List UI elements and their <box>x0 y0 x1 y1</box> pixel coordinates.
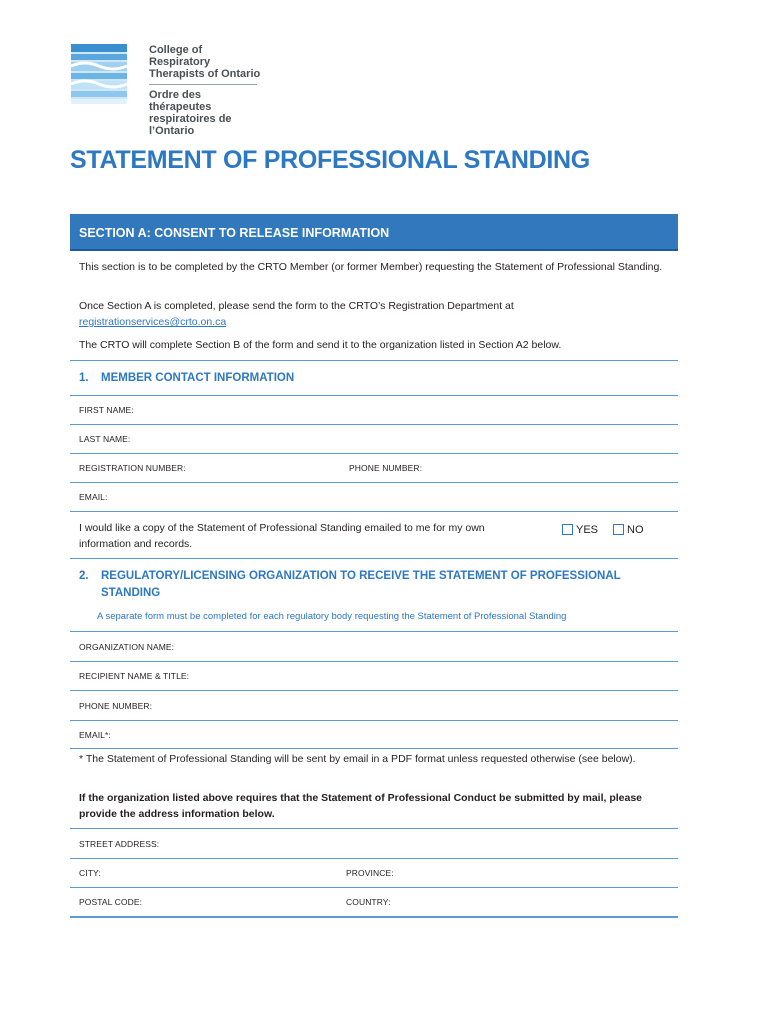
registration-number-field[interactable]: REGISTRATION NUMBER: <box>79 463 186 473</box>
mail-instructions: If the organization listed above requires that the Statement of Professional Conduct be submitted by mail, please provide the address information below. <box>79 792 643 820</box>
section-a-header: SECTION A: CONSENT TO RELEASE INFORMATION <box>70 214 678 251</box>
divider <box>70 558 678 559</box>
postal-code-field[interactable]: POSTAL CODE: <box>79 897 143 907</box>
org-email-field[interactable]: EMAIL*: <box>79 730 111 740</box>
no-label: NO <box>627 524 644 536</box>
yes-checkbox[interactable] <box>562 524 573 535</box>
divider <box>70 748 678 749</box>
country-field[interactable]: COUNTRY: <box>346 897 391 907</box>
part-1-title: MEMBER CONTACT INFORMATION <box>101 372 295 384</box>
copy-question: I would like a copy of the Statement of Professional Standing emailed to me for my own information and records. <box>79 522 485 550</box>
section-a-intro-2-text: Once Section A is completed, please send the form to the CRTO’s Registration Department at <box>79 300 514 312</box>
part-2-number: 2. <box>79 570 89 582</box>
last-name-field[interactable]: LAST NAME: <box>79 434 131 444</box>
logo-name-fr: Ordre des thérapeutes respiratoires de l’Ontario <box>149 89 232 137</box>
separate-form-note: A separate form must be completed for each regulatory body requesting the Statement of Professional Standing <box>97 611 567 622</box>
divider <box>70 360 678 361</box>
logo-divider <box>149 84 257 85</box>
divider <box>70 661 678 662</box>
first-name-field[interactable]: FIRST NAME: <box>79 405 134 415</box>
divider <box>70 453 678 454</box>
divider <box>70 424 678 425</box>
yes-option[interactable] <box>562 524 598 536</box>
logo-text <box>149 44 264 137</box>
logo-waves-icon <box>71 44 127 104</box>
city-field[interactable]: CITY: <box>79 868 101 878</box>
divider <box>70 887 678 888</box>
street-address-field[interactable]: STREET ADDRESS: <box>79 839 160 849</box>
yes-label: YES <box>576 524 599 536</box>
org-phone-field[interactable]: PHONE NUMBER: <box>79 701 153 711</box>
divider <box>70 858 678 859</box>
section-a-intro-2 <box>79 298 675 330</box>
divider <box>70 720 678 721</box>
crto-logo <box>71 44 271 137</box>
divider <box>70 690 678 691</box>
phone-number-field[interactable]: PHONE NUMBER: <box>349 463 423 473</box>
divider <box>70 828 678 829</box>
divider <box>70 482 678 483</box>
page-title: STATEMENT OF PROFESSIONAL STANDING <box>70 146 590 174</box>
organization-name-field[interactable]: ORGANIZATION NAME: <box>79 642 175 652</box>
divider <box>70 395 678 396</box>
no-checkbox[interactable] <box>613 524 624 535</box>
no-option[interactable] <box>613 524 644 536</box>
part-2-title: REGULATORY/LICENSING ORGANIZATION TO RECEIVE THE STATEMENT OF PROFESSIONAL STANDING <box>101 570 621 599</box>
part-2-heading <box>79 568 639 602</box>
divider <box>70 916 678 918</box>
email-field[interactable]: EMAIL: <box>79 492 108 502</box>
section-a-intro-1: This section is to be completed by the CRTO Member (or former Member) requesting the Statement of Professional Standing. <box>79 261 663 273</box>
divider <box>70 631 678 632</box>
logo-name-en: College of Respiratory Therapists of Ontario <box>149 44 261 80</box>
province-field[interactable]: PROVINCE: <box>346 868 394 878</box>
recipient-name-field[interactable]: RECIPIENT NAME & TITLE: <box>79 671 190 681</box>
pdf-format-note: * The Statement of Professional Standing will be sent by email in a PDF format unless requested otherwise (see below). <box>79 753 636 765</box>
section-a-intro-3: The CRTO will complete Section B of the form and send it to the organization listed in Section A2 below. <box>79 339 562 351</box>
part-1-number: 1. <box>79 372 89 384</box>
divider <box>70 511 678 512</box>
part-1-heading <box>79 370 294 387</box>
registration-email-link[interactable]: registrationservices@crto.on.ca <box>79 316 227 328</box>
